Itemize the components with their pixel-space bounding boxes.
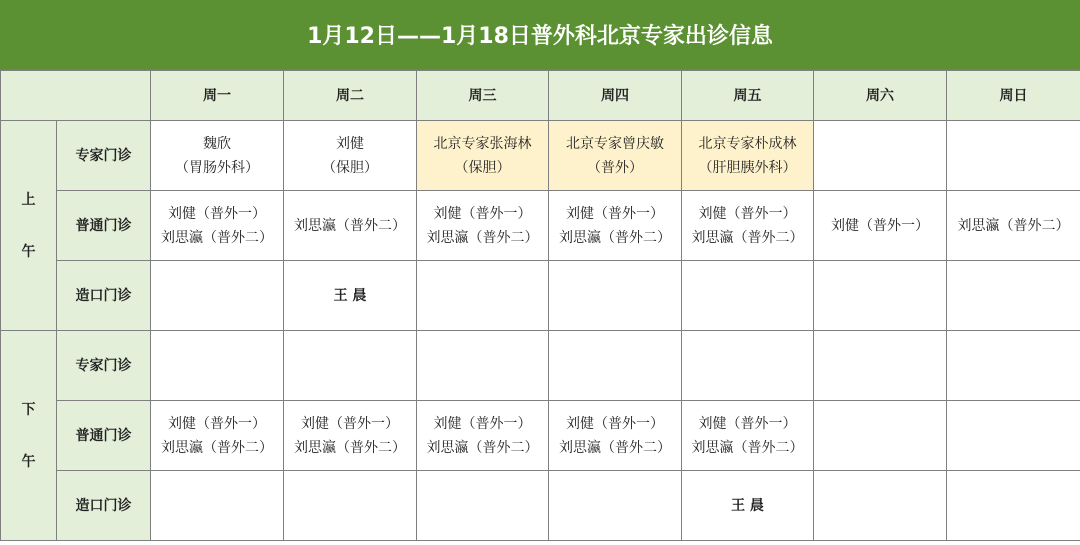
- schedule-cell: [417, 121, 549, 191]
- doctor-entry: 刘思瀛（普外二）: [691, 439, 804, 456]
- doctor-entry: 刘思瀛（普外二）: [294, 439, 406, 456]
- doctor-entry: （普外）: [587, 159, 643, 176]
- schedule-cell: [549, 121, 682, 191]
- table-row: [1, 121, 1080, 191]
- schedule-cell: [284, 261, 417, 331]
- schedule-cell: [682, 331, 814, 401]
- schedule-cell: [151, 401, 284, 471]
- table-row: [1, 191, 1080, 261]
- day-header: 周五: [682, 71, 814, 121]
- schedule-cell: [814, 191, 947, 261]
- doctor-entry: 刘思瀛（普外二）: [426, 439, 539, 456]
- schedule-cell: [947, 331, 1080, 401]
- doctor-entry: 刘健（普外一）: [168, 415, 266, 432]
- doctor-entry: （保胆）: [322, 159, 378, 176]
- schedule-cell: [151, 261, 284, 331]
- day-header: 周六: [814, 71, 947, 121]
- schedule-cell: [417, 191, 549, 261]
- doctor-entry: 刘健（普外一）: [698, 205, 797, 222]
- schedule-cell: [549, 191, 682, 261]
- table-row: [1, 471, 1080, 541]
- schedule-cell: [151, 191, 284, 261]
- clinic-type-expert: 专家门诊: [57, 121, 151, 191]
- period-char: 午: [21, 453, 36, 470]
- schedule-cell: [417, 331, 549, 401]
- doctor-entry: （胃肠外科）: [175, 159, 259, 176]
- schedule-cell: [549, 471, 682, 541]
- doctor-entry: 魏欣: [203, 135, 231, 152]
- table-row: [1, 331, 1080, 401]
- header-row: [1, 71, 1080, 121]
- doctor-entry: 刘健: [336, 135, 364, 152]
- schedule-cell: [682, 401, 814, 471]
- doctor-entry: 王 晨: [731, 497, 764, 514]
- schedule-cell: [151, 121, 284, 191]
- doctor-entry: 北京专家朴成林: [698, 135, 797, 152]
- doctor-entry: 刘思瀛（普外二）: [161, 439, 273, 456]
- schedule-cell: [947, 121, 1080, 191]
- doctor-entry: 刘健（普外一）: [301, 415, 399, 432]
- page-title: 1月12日——1月18日普外科北京专家出诊信息: [0, 0, 1080, 70]
- schedule-cell: [947, 261, 1080, 331]
- doctor-entry: 刘健（普外一）: [566, 415, 664, 432]
- period-pm: [1, 331, 57, 541]
- schedule-cell: [814, 261, 947, 331]
- schedule-cell: [814, 121, 947, 191]
- doctor-entry: 刘思瀛（普外二）: [691, 229, 804, 246]
- schedule-cell: [682, 471, 814, 541]
- doctor-entry: 北京专家曾庆敏: [566, 135, 664, 152]
- clinic-type-stoma: 造口门诊: [57, 261, 151, 331]
- schedule-cell: [284, 401, 417, 471]
- schedule-cell: [284, 121, 417, 191]
- clinic-type-general: 普通门诊: [57, 191, 151, 261]
- header-corner: [1, 71, 151, 121]
- doctor-entry: 刘思瀛（普外二）: [161, 229, 273, 246]
- clinic-type-stoma: 造口门诊: [57, 471, 151, 541]
- schedule-cell: [682, 261, 814, 331]
- doctor-entry: 刘健（普外一）: [698, 415, 797, 432]
- period-am: [1, 121, 57, 331]
- schedule-cell: [151, 331, 284, 401]
- schedule-cell: [151, 471, 284, 541]
- day-header: 周三: [417, 71, 549, 121]
- doctor-entry: 刘思瀛（普外二）: [957, 217, 1070, 234]
- doctor-entry: 刘健（普外一）: [168, 205, 266, 222]
- schedule-cell: [549, 401, 682, 471]
- schedule-cell: [682, 191, 814, 261]
- schedule-cell: [682, 121, 814, 191]
- doctor-entry: 刘健（普外一）: [433, 205, 532, 222]
- period-char: 午: [21, 243, 36, 260]
- doctor-entry: 刘思瀛（普外二）: [426, 229, 539, 246]
- clinic-type-expert: 专家门诊: [57, 331, 151, 401]
- doctor-entry: （肝胆胰外科）: [698, 159, 797, 176]
- day-header: 周日: [947, 71, 1080, 121]
- schedule-cell: [417, 471, 549, 541]
- doctor-entry: 刘思瀛（普外二）: [294, 217, 406, 234]
- table-row: [1, 401, 1080, 471]
- schedule-cell: [947, 401, 1080, 471]
- schedule-cell: [284, 471, 417, 541]
- day-header: 周一: [151, 71, 284, 121]
- schedule-cell: [417, 261, 549, 331]
- schedule-cell: [284, 191, 417, 261]
- doctor-entry: 刘思瀛（普外二）: [559, 229, 671, 246]
- clinic-type-general: 普通门诊: [57, 401, 151, 471]
- period-char: 下: [21, 401, 36, 418]
- table-row: [1, 261, 1080, 331]
- doctor-entry: 北京专家张海林: [433, 135, 532, 152]
- doctor-entry: 王 晨: [333, 287, 367, 304]
- schedule-cell: [814, 331, 947, 401]
- schedule-cell: [549, 261, 682, 331]
- schedule-cell: [947, 191, 1080, 261]
- schedule-cell: [284, 331, 417, 401]
- day-header: 周四: [549, 71, 682, 121]
- period-char: 上: [21, 191, 36, 208]
- schedule-cell: [417, 401, 549, 471]
- schedule-cell: [549, 331, 682, 401]
- doctor-entry: 刘健（普外一）: [433, 415, 532, 432]
- doctor-entry: （保胆）: [454, 159, 511, 176]
- day-header: 周二: [284, 71, 417, 121]
- doctor-entry: 刘思瀛（普外二）: [559, 439, 671, 456]
- schedule-table: [0, 70, 1080, 541]
- schedule-cell: [814, 471, 947, 541]
- schedule-cell: [947, 471, 1080, 541]
- doctor-entry: 刘健（普外一）: [831, 217, 929, 234]
- doctor-entry: 刘健（普外一）: [566, 205, 664, 222]
- schedule-cell: [814, 401, 947, 471]
